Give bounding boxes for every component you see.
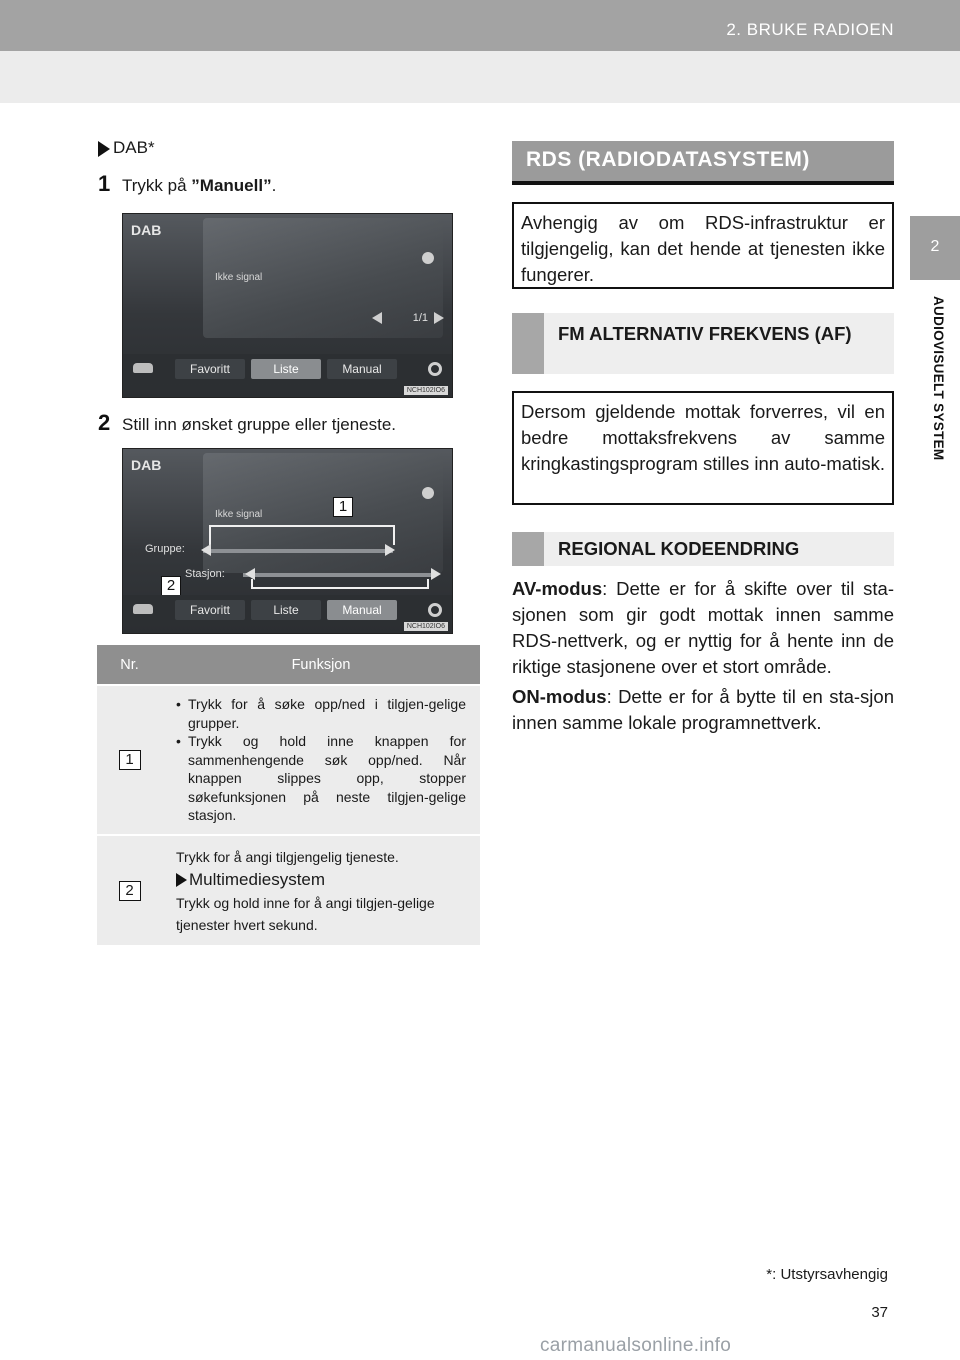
function-text: Trykk og hold inne for å angi tilgjen-gelige tjenester hvert sekund. [176,894,435,933]
callout-bracket-2 [251,579,429,589]
image-code: NCH102IO6 [404,386,448,395]
header-subband [0,51,960,103]
row-number-2: 2 [119,881,141,901]
car-icon [133,604,153,614]
step-2-number: 2 [98,410,111,435]
section-title: 2. BRUKE RADIOEN [726,20,894,39]
chapter-label: AUDIOVISUELT SYSTEM [931,296,946,461]
screen-tab-favoritt: Favoritt [175,359,245,379]
step-1-prefix: Trykk på [122,176,192,195]
callout-bracket-1 [209,525,395,545]
fm-heading: FM ALTERNATIV FREKVENS (AF) [558,323,852,344]
group-next-icon [385,544,395,556]
step-2 [98,410,396,436]
section-heading-fm [512,313,894,374]
step-1 [98,171,276,197]
on-mode-paragraph [512,684,894,736]
rds-note: Avhengig av om RDS-infrastruktur er tilgjengelig, kan det hende at tjenesten ikke fungerer. [512,202,894,289]
screen-tab-manual: Manual [327,359,397,379]
screen-next-icon [434,312,444,324]
row-number-1: 1 [119,750,141,770]
function-bullet: • Trykk for å søke opp/ned i tilgjen-gelige grupper. [176,695,466,732]
av-mode-label: AV-modus [512,578,603,599]
image-code: NCH102IO6 [404,622,448,631]
screen-status: Ikke signal [215,272,263,283]
screenshot-dab-list [122,213,453,398]
station-next-icon [431,568,441,580]
screen-tab-bar [123,354,452,384]
arrow-right-icon [176,873,187,887]
regional-heading: REGIONAL KODEENDRING [558,538,800,559]
screen-info-icon [422,487,434,499]
screenshot-dab-manual [122,448,453,634]
rds-heading: RDS (RADIODATASYSTEM) [526,148,810,171]
av-mode-paragraph [512,576,894,680]
screen-tab-liste: Liste [251,359,321,379]
table-header-nr: Nr. [97,645,162,685]
fm-note: Dersom gjeldende mottak forverres, vil en bedre mottaksfrekvens av samme kringkastingsprogram stilles inn auto-matisk. [512,391,894,505]
page-number: 37 [871,1304,888,1321]
table-header-funksjon: Funksjon [162,645,480,685]
watermark: carmanualsonline.info [540,1335,732,1356]
section-heading-regional [512,532,894,566]
screen-dab-title: DAB [131,457,162,473]
section-heading-rds [512,141,894,185]
arrow-right-icon [98,141,110,157]
step-1-suffix: . [271,176,277,195]
function-subheading [176,868,466,892]
av-mode-text: : Dette er for å skifte over til sta-sjonen som gir godt mottak innen samme RDS-nettverk, og er nyttig for å hente inn de riktige stasjonene over et stort område. [512,578,894,677]
screen-tab-liste: Liste [251,600,321,620]
on-mode-label: ON-modus [512,686,607,707]
callout-2: 2 [161,576,181,596]
screen-tab-bar [123,595,452,625]
screen-tab-favoritt: Favoritt [175,600,245,620]
function-table [97,645,480,945]
step-2-text: Still inn ønsket gruppe eller tjeneste. [122,415,397,434]
step-1-number: 1 [98,171,111,196]
header-band [0,0,960,51]
chapter-number: 2 [930,238,940,255]
screen-page-indicator: 1/1 [412,312,428,324]
screen-dab-title: DAB [131,222,162,238]
screen-tab-manual: Manual [327,600,397,620]
screen-group-label: Gruppe: [145,543,185,555]
group-prev-icon [201,544,211,556]
step-1-bold: ”Manuell” [191,176,272,195]
footnote: *: Utstyrsavhengig [766,1266,888,1283]
car-icon [133,363,153,373]
function-bullet: • Trykk og hold inne knappen for sammenhengende søk opp/ned. Når knappen slippes opp, stopper søkefunksjonen på neste tilgjen-gelige stasjon. [176,732,466,825]
screen-status: Ikke signal [215,509,263,520]
table-row [97,835,480,945]
function-text: Trykk for å angi tilgjengelig tjeneste. [176,848,399,865]
screen-info-icon [422,252,434,264]
screen-prev-icon [372,312,382,324]
dab-heading [98,138,155,158]
function-bullets [176,695,466,825]
dab-heading-label: DAB* [113,138,155,157]
gear-icon [428,362,442,376]
chapter-tab [910,216,960,280]
heading-bar [512,313,544,374]
callout-1: 1 [333,497,353,517]
station-slider [243,573,433,577]
gear-icon [428,603,442,617]
function-subheading-label: Multimediesystem [189,869,326,889]
on-mode-text: : Dette er for å bytte til en sta-sjon innen samme lokale programnettverk. [512,686,894,733]
table-row [97,685,480,835]
screen-station-label: Stasjon: [185,568,225,580]
group-slider [203,549,393,553]
heading-bar [512,532,544,566]
